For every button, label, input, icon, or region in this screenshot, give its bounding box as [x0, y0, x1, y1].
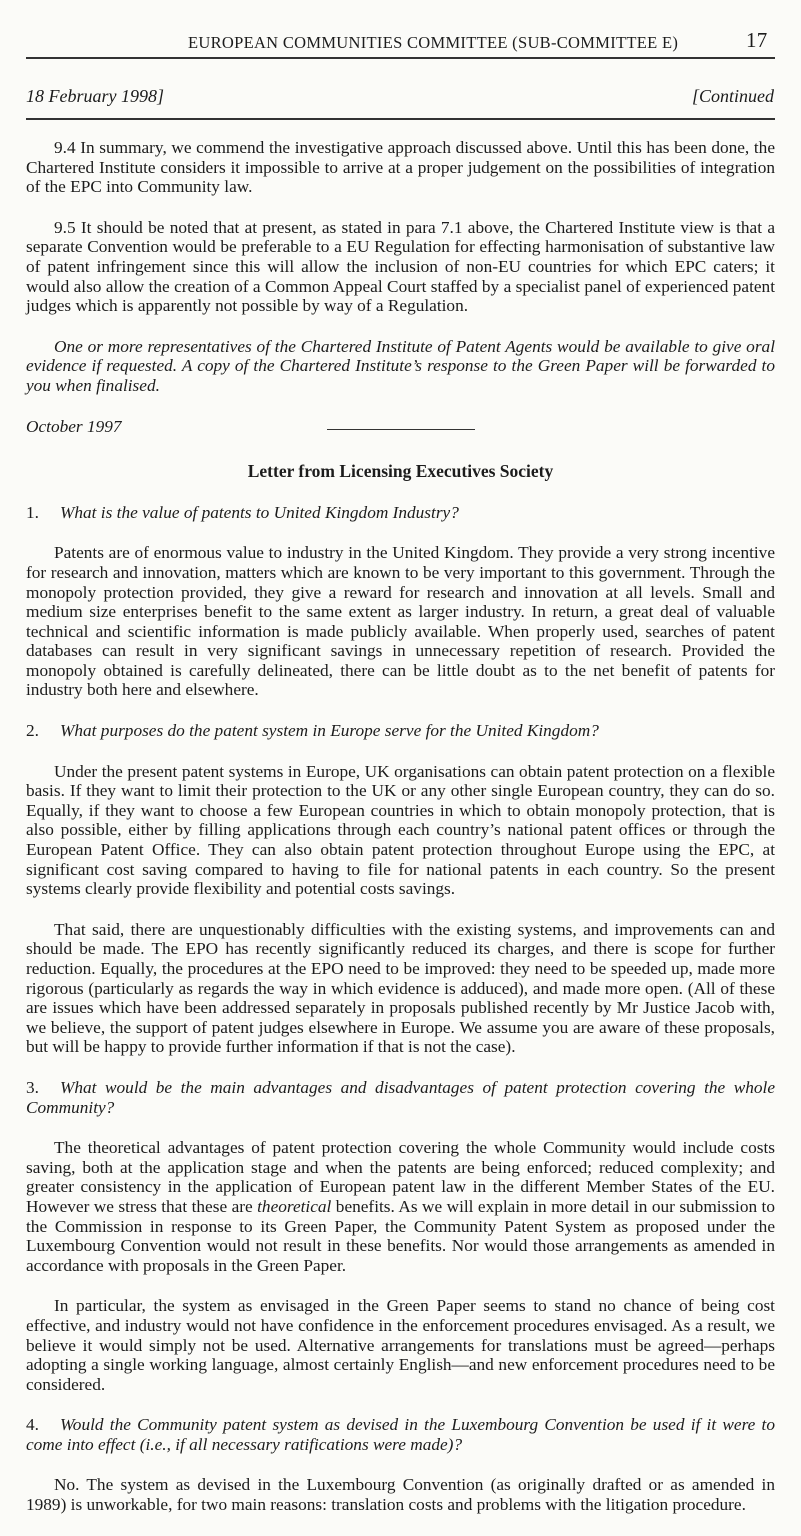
answer-3a-part-1: The theoretical advantages of patent protection covering the whole Community would include costs saving, both at the application stage and when the patents are being enforced; reduced complexity; and greater consistency in the application of European patent law in the different Member States of the EU. However we stress that these are	[26, 1138, 775, 1216]
continued-label: [Continued	[691, 86, 774, 106]
question-1-text: What is the value of patents to United Kingdom Industry?	[60, 502, 459, 522]
paragraph-9-5: 9.5 It should be noted that at present, as stated in para 7.1 above, the Chartered Institute view is that a separate Convention would be preferable to a EU Regulation for effecting harmonisation of substantive law of patent infringement since this will allow the inclusion of non-EU countries for which EPC caters; it would also allow the creation of a Common Appeal Court staffed by a specialist panel of experienced patent judges which is apparently not possible by way of a Regulation.	[26, 217, 775, 316]
question-1-number: 1.	[26, 502, 39, 522]
signoff-date: October 1997	[26, 416, 122, 436]
letter-heading: Letter from Licensing Executives Society	[247, 461, 554, 482]
question-4-number: 4.	[26, 1415, 39, 1435]
question-2-text: What purposes do the patent system in Europe serve for the United Kingdom?	[60, 721, 599, 741]
question-3	[26, 1078, 775, 1117]
answer-1: Patents are of enormous value to industry in the United Kingdom. They provide a very strong incentive for research and innovation, matters which are known to be very important to this government. Through the monopoly protection provided, they give a reward for research and innovation at all levels. Small and medium size enterprises benefit to the same extent as larger industry. In return, a great deal of valuable technical and scientific information is made publicly available. When properly used, searches of patent databases can result in very significant savings in unnecessary repetition of research. Provided the monopoly obtained is carefully delineated, there can be little doubt as to the net benefit of patents for industry both here and elsewhere.	[26, 543, 775, 700]
question-2-number: 2.	[26, 721, 39, 741]
hearing-date: 18 February 1998]	[26, 86, 164, 106]
page-number: 17	[746, 28, 768, 52]
question-1	[26, 503, 775, 523]
question-2	[26, 721, 775, 741]
question-4-text: Would the Community patent system as devised in the Luxembourg Convention be used if it were to come into effect (i.e., if all necessary ratifications were made)?	[26, 1415, 775, 1454]
document-body	[26, 138, 775, 1536]
answer-3a	[26, 1138, 775, 1275]
answer-2b: That said, there are unquestionably difficulties with the existing systems, and improvements can and should be made. The EPO has recently significantly reduced its charges, and there is scope for further reduction. Equally, the procedures at the EPO need to be improved: they need to be speeded up, made more rigorous (particularly as regards the way in which evidence is adduced), and made more open. (All of these are issues which have been addressed separately in proposals published recently by Mr Justice Jacob with, we believe, the support of patent judges elsewhere in Europe. We assume you are aware of these proposals, but will be happy to provide further information if that is not the case).	[26, 919, 775, 1057]
dateline-rule	[26, 118, 775, 120]
running-title: EUROPEAN COMMUNITIES COMMITTEE (SUB-COMMITTEE E)	[188, 33, 679, 52]
oral-evidence-paragraph: One or more representatives of the Chartered Institute of Patent Agents would be available to give oral evidence if requested. A copy of the Chartered Institute’s response to the Green Paper will be forwarded to you when finalised.	[26, 336, 775, 395]
question-3-text: What would be the main advantages and disadvantages of patent protection covering the whole Community?	[26, 1077, 775, 1117]
question-3-number: 3.	[26, 1077, 39, 1097]
answer-2a: Under the present patent systems in Europe, UK organisations can obtain patent protection on a flexible basis. If they want to limit their protection to the UK or any other single European country, they can do so. Equally, if they want to choose a few European countries in which to obtain monopoly protection, that is also possible, either by filling applications through each country’s national patent offices or through the European Patent Office. They can also obtain patent protection throughout Europe using the EPC, at significant cost saving compared to having to file for national patents in each country. So the present systems clearly provide flexibility and potential costs savings.	[26, 761, 775, 899]
section-divider	[327, 429, 475, 430]
answer-3a-part-2: benefits. As we will explain in more detail in our submission to the Commission in response to its Green Paper, the Community Patent System as proposed under the Luxembourg Convention would not result in these benefits. Nor would those arrangements as amended in accordance with proposals in the Green Paper.	[26, 1196, 775, 1275]
answer-3b: In particular, the system as envisaged in the Green Paper seems to stand no chance of being cost effective, and industry would not have confidence in the enforcement procedures envisaged. As a result, we believe it would simply not be used. Alternative arrangements for translations must be agreed—perhaps adopting a single working language, almost certainly English—and new enforcement procedures need to be considered.	[26, 1296, 775, 1394]
answer-3a-emphasis: theoretical	[257, 1196, 332, 1216]
question-4	[26, 1415, 775, 1454]
paragraph-9-4: 9.4 In summary, we commend the investigative approach discussed above. Until this has been done, the Chartered Institute considers it impossible to arrive at a proper judgement on the possibilities of integration of the EPC into Community law.	[26, 138, 775, 197]
dateline	[26, 86, 774, 107]
header-rule	[26, 57, 775, 59]
answer-4: No. The system as devised in the Luxembourg Convention (as originally drafted or as amended in 1989) is unworkable, for two main reasons: translation costs and problems with the litigation procedure.	[26, 1475, 775, 1515]
